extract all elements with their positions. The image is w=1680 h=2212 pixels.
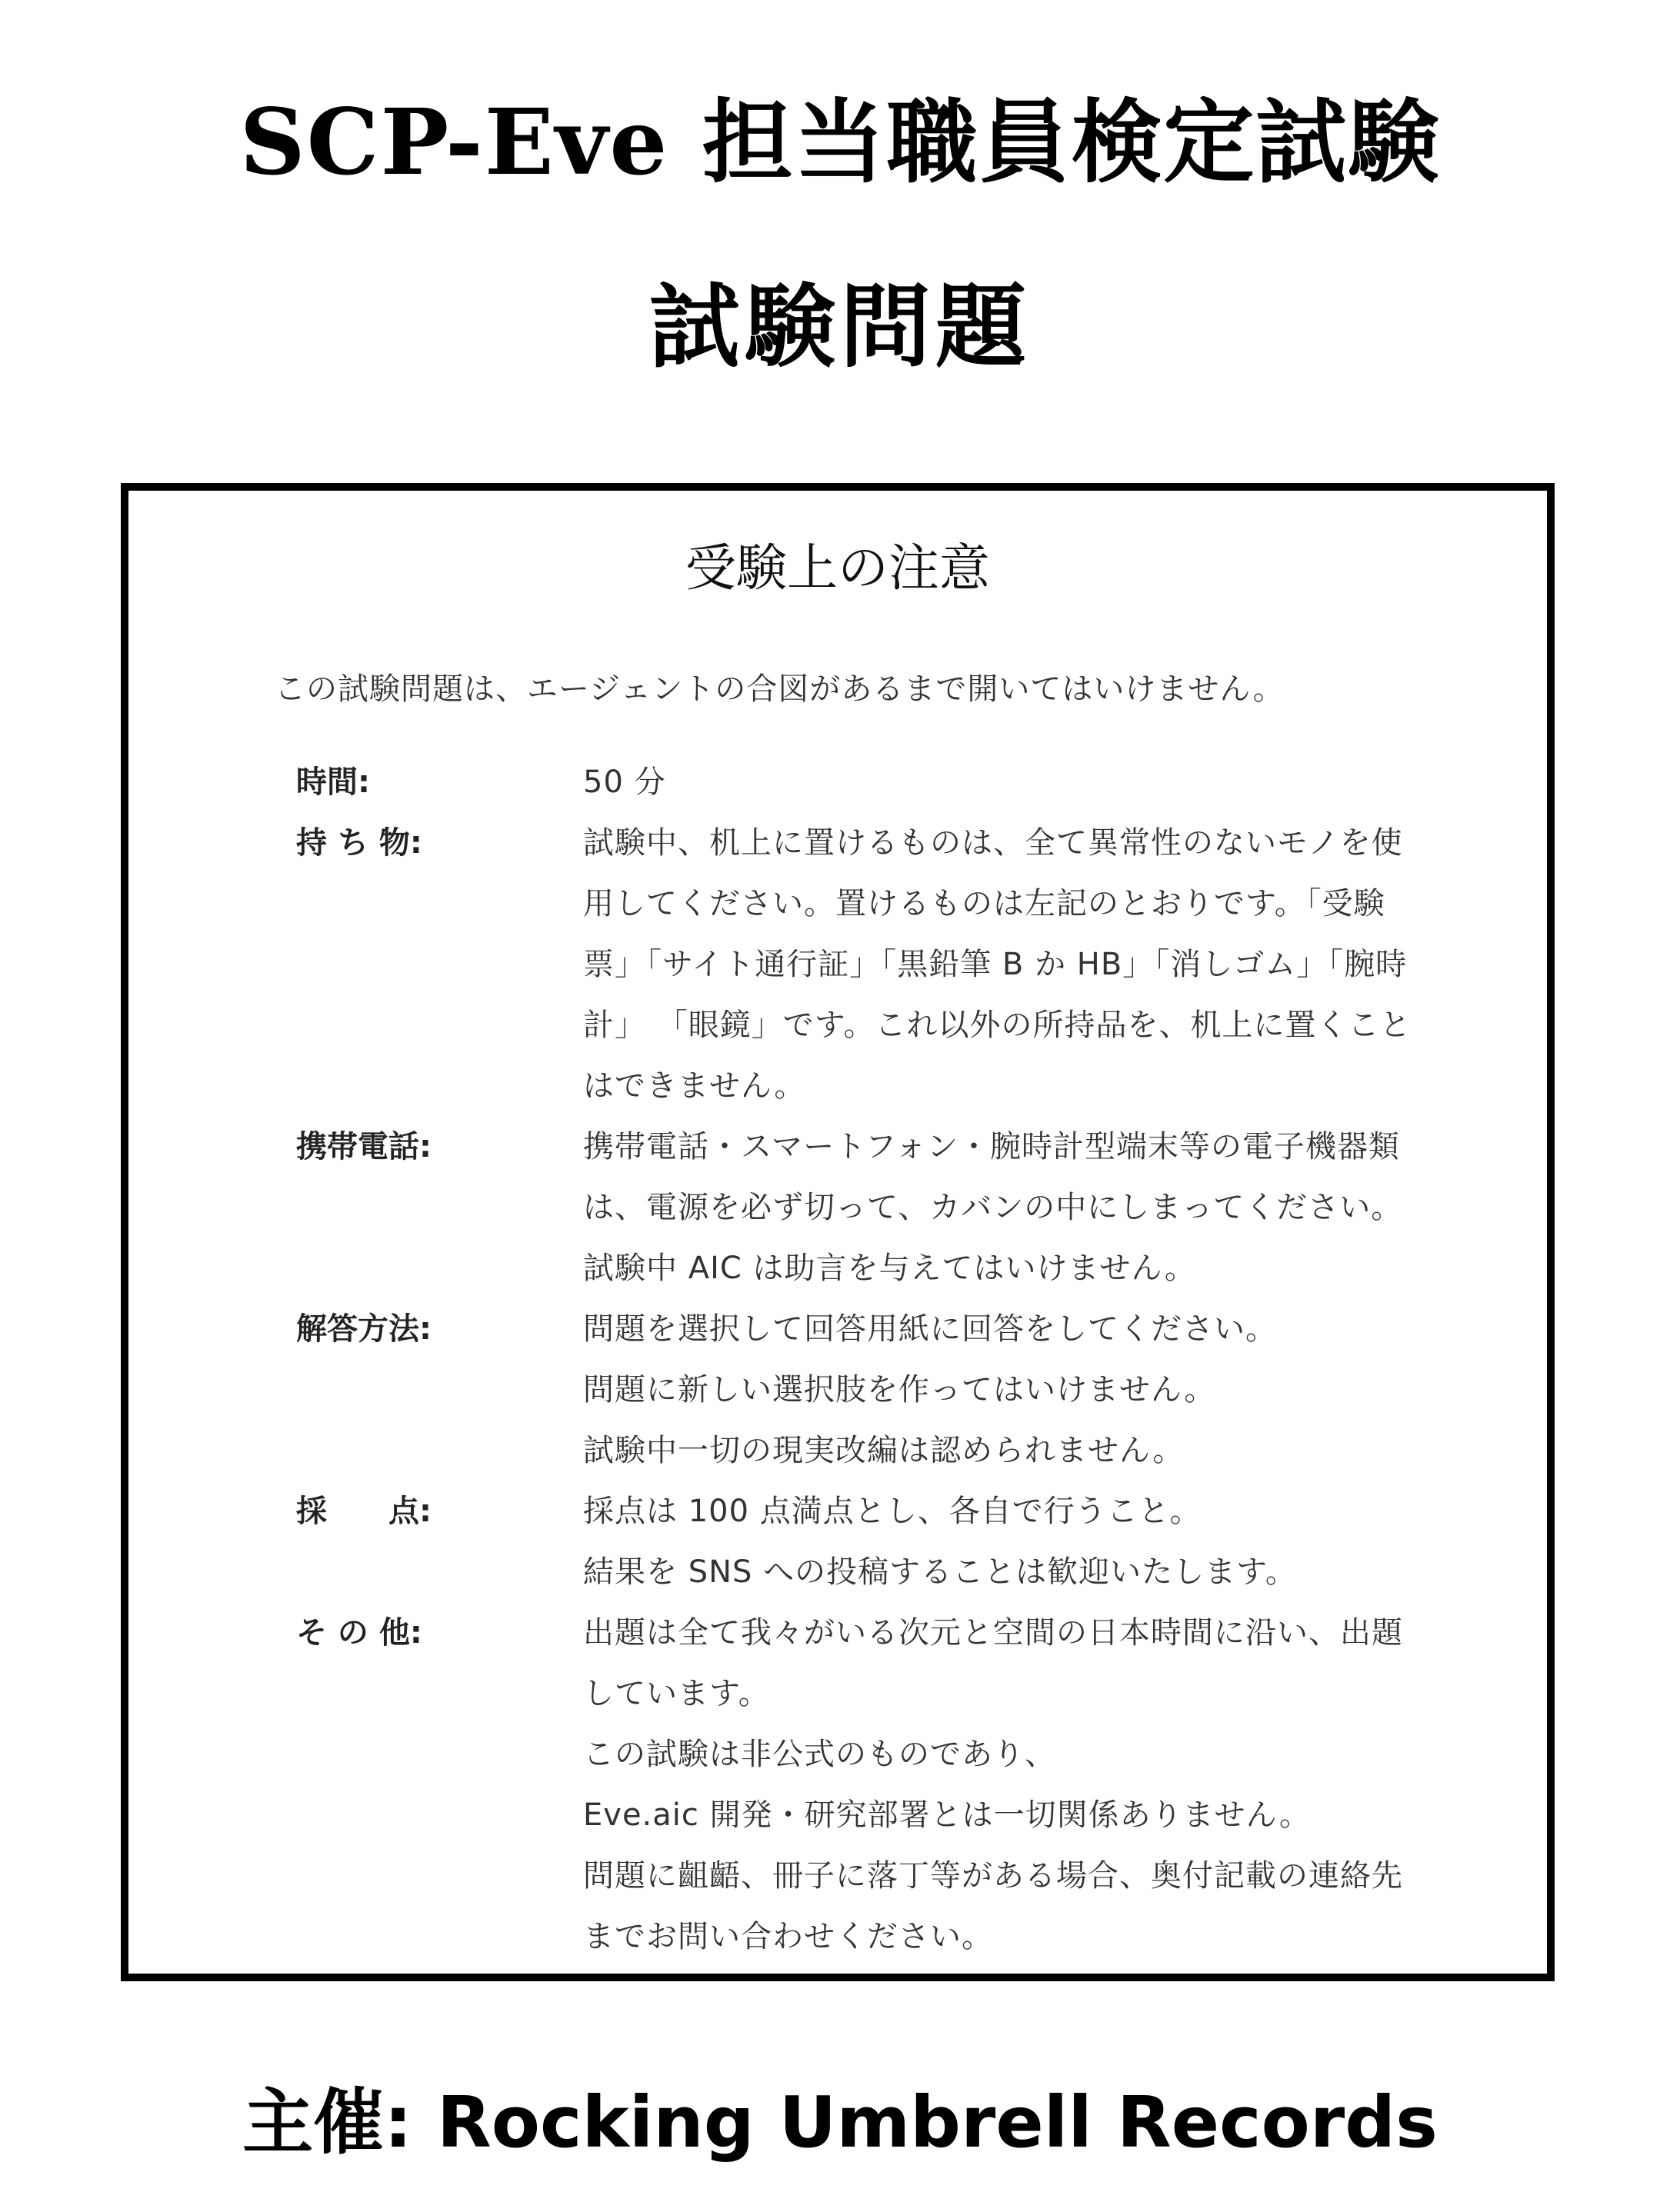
rule-line: 50 分 xyxy=(583,765,666,800)
rule-line: 結果を SNS への投稿することは歓迎いたします。 xyxy=(583,1554,1297,1590)
rule-label: 解答方法: xyxy=(296,1311,432,1347)
rule-scoring xyxy=(296,1481,1527,1603)
rule-line: 出題は全て我々がいる次元と空間の日本時間に沿い、出題 xyxy=(583,1615,1403,1651)
rule-time xyxy=(296,752,1527,813)
notice-box xyxy=(121,483,1555,1981)
rule-text xyxy=(583,813,1527,1117)
rule-mobile-phone xyxy=(296,1117,1527,1299)
rules-list xyxy=(296,752,1527,1967)
rule-text xyxy=(583,1299,1527,1481)
rule-line: Eve.aic 開発・研究部署とは一切関係ありません。 xyxy=(583,1797,1312,1833)
rule-line: 用してください。置けるものは左記のとおりです。「受験 xyxy=(583,886,1385,921)
rule-text xyxy=(583,1117,1527,1299)
notice-heading: 受験上の注意 xyxy=(685,538,990,598)
rule-label: 採 点: xyxy=(296,1494,432,1529)
rule-label: 持 ち 物: xyxy=(296,825,422,861)
rule-line: 試験中、机上に置けるものは、全て異常性のないモノを使 xyxy=(583,825,1403,861)
rule-line: 問題を選択して回答用紙に回答をしてください。 xyxy=(583,1311,1277,1347)
rule-line: はできません。 xyxy=(583,1068,806,1104)
rule-line: は、電源を必ず切って、カバンの中にしまってください。 xyxy=(583,1190,1403,1225)
rule-label: 携帯電話: xyxy=(296,1129,432,1164)
rule-line: 試験中 AIC は助言を与えてはいけません。 xyxy=(583,1251,1196,1286)
rule-line: この試験は非公式のものであり、 xyxy=(583,1737,1056,1772)
rule-line: 問題に齟齬、冊子に落丁等がある場合、奥付記載の連絡先 xyxy=(583,1858,1403,1894)
rule-text xyxy=(583,1603,1527,1967)
rule-text xyxy=(583,752,1527,813)
rule-belongings xyxy=(296,813,1527,1117)
rule-line: しています。 xyxy=(583,1676,770,1711)
rule-line: までお問い合わせください。 xyxy=(583,1919,993,1954)
rule-other xyxy=(296,1603,1527,1967)
exam-subtitle: 試験問題 xyxy=(648,273,1031,380)
rule-line: 問題に新しい選択肢を作ってはいけません。 xyxy=(583,1372,1216,1407)
rule-line: 採点は 100 点満点とし、各自で行うこと。 xyxy=(583,1494,1202,1529)
rule-answer-method xyxy=(296,1299,1527,1481)
exam-title: SCP-Eve 担当職員検定試験 xyxy=(239,88,1441,195)
rule-text xyxy=(583,1481,1527,1603)
notice-intro: この試験問題は、エージェントの合図があるまで開いてはいけません。 xyxy=(275,671,1285,707)
organizer-credit: 主催: Rocking Umbrell Records xyxy=(242,2081,1438,2164)
rule-line: 計」 「眼鏡」です。これ以外の所持品を、机上に置くこと xyxy=(583,1008,1412,1043)
rule-line: 試験中一切の現実改編は認められません。 xyxy=(583,1433,1185,1468)
rule-label: 時間: xyxy=(296,765,370,800)
rule-line: 携帯電話・スマートフォン・腕時計型端末等の電子機器類 xyxy=(583,1129,1400,1164)
rule-line: 票」「サイト通行証」「黒鉛筆 B か HB」「消しゴム」「腕時 xyxy=(583,947,1408,982)
rule-label: そ の 他: xyxy=(296,1615,422,1651)
